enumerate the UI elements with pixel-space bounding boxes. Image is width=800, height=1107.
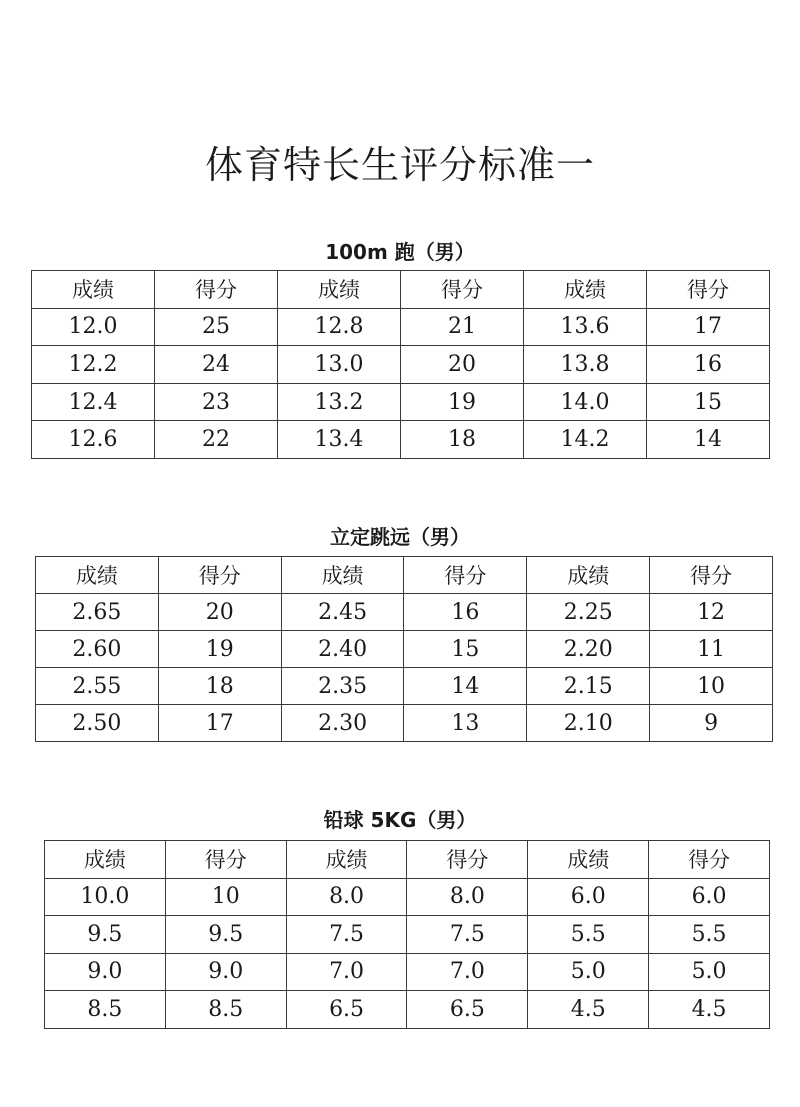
table-row [45,953,770,991]
table-cell: 9 [650,705,773,742]
table-cell: 12 [650,594,773,631]
table-cell: 4.5 [649,991,770,1029]
table-cell: 13.0 [278,346,401,384]
table-row [45,878,770,916]
table-cell: 2.65 [36,594,159,631]
table-cell: 12.8 [278,308,401,346]
table-cell: 14.2 [524,421,647,459]
table-cell: 2.40 [281,631,404,668]
table-cell: 11 [650,631,773,668]
table-cell: 12.4 [32,383,155,421]
table-cell: 21 [401,308,524,346]
table-cell: 2.15 [527,668,650,705]
table-cell: 2.55 [36,668,159,705]
header-cell: 成绩 [524,271,647,309]
table-row [45,916,770,954]
header-cell: 得分 [647,271,770,309]
table-cell: 20 [158,594,281,631]
table-row [36,705,773,742]
table-cell: 13 [404,705,527,742]
table-cell: 8.0 [407,878,528,916]
table-cell: 16 [647,346,770,384]
header-cell: 成绩 [36,557,159,594]
table-cell: 12.6 [32,421,155,459]
table-cell: 10.0 [45,878,166,916]
table-cell: 15 [647,383,770,421]
table-cell: 2.35 [281,668,404,705]
table-cell: 4.5 [528,991,649,1029]
table-cell: 14 [404,668,527,705]
table-cell: 5.0 [528,953,649,991]
table-cell: 10 [650,668,773,705]
table-row [32,346,770,384]
table-cell: 19 [401,383,524,421]
table-header-row [36,557,773,594]
table-cell: 6.0 [528,878,649,916]
header-cell: 得分 [155,271,278,309]
table-cell: 13.2 [278,383,401,421]
table-cell: 25 [155,308,278,346]
table-cell: 14 [647,421,770,459]
table-row [36,594,773,631]
table-row [32,383,770,421]
table-cell: 14.0 [524,383,647,421]
table-cell: 12.2 [32,346,155,384]
table-cell: 6.0 [649,878,770,916]
score-table-shot-put [44,840,770,1029]
header-cell: 得分 [407,841,528,879]
header-cell: 成绩 [527,557,650,594]
table-cell: 2.10 [527,705,650,742]
table-cell: 9.5 [165,916,286,954]
table-row [45,991,770,1029]
header-cell: 成绩 [278,271,401,309]
table-cell: 5.0 [649,953,770,991]
section-title-long-jump: 立定跳远（男） [330,525,470,549]
header-cell: 得分 [649,841,770,879]
table-cell: 22 [155,421,278,459]
header-cell: 得分 [165,841,286,879]
table-cell: 2.20 [527,631,650,668]
table-cell: 9.0 [45,953,166,991]
table-cell: 5.5 [649,916,770,954]
table-cell: 8.0 [286,878,407,916]
table-cell: 16 [404,594,527,631]
table-cell: 2.50 [36,705,159,742]
table-cell: 13.6 [524,308,647,346]
table-cell: 8.5 [165,991,286,1029]
table-cell: 7.0 [407,953,528,991]
table-cell: 18 [401,421,524,459]
table-cell: 6.5 [286,991,407,1029]
header-cell: 成绩 [286,841,407,879]
table-cell: 20 [401,346,524,384]
table-cell: 2.60 [36,631,159,668]
table-cell: 7.5 [286,916,407,954]
section-title-100m: 100m 跑（男） [325,240,475,264]
score-table-100m [31,270,770,459]
table-cell: 13.8 [524,346,647,384]
table-cell: 24 [155,346,278,384]
header-cell: 成绩 [528,841,649,879]
table-cell: 17 [647,308,770,346]
score-table-long-jump [35,556,773,742]
table-cell: 2.45 [281,594,404,631]
header-cell: 得分 [401,271,524,309]
table-row [32,421,770,459]
table-cell: 13.4 [278,421,401,459]
table-row [32,308,770,346]
table-cell: 23 [155,383,278,421]
table-cell: 15 [404,631,527,668]
table-cell: 7.5 [407,916,528,954]
table-cell: 18 [158,668,281,705]
table-cell: 2.30 [281,705,404,742]
table-cell: 9.5 [45,916,166,954]
table-header-row [45,841,770,879]
table-cell: 7.0 [286,953,407,991]
table-cell: 8.5 [45,991,166,1029]
table-header-row [32,271,770,309]
table-cell: 17 [158,705,281,742]
table-row [36,668,773,705]
header-cell: 得分 [650,557,773,594]
table-row [36,631,773,668]
table-cell: 6.5 [407,991,528,1029]
table-cell: 2.25 [527,594,650,631]
header-cell: 得分 [404,557,527,594]
table-cell: 10 [165,878,286,916]
header-cell: 成绩 [281,557,404,594]
header-cell: 成绩 [32,271,155,309]
section-title-shot-put: 铅球 5KG（男） [323,808,477,832]
table-cell: 19 [158,631,281,668]
header-cell: 得分 [158,557,281,594]
table-cell: 9.0 [165,953,286,991]
header-cell: 成绩 [45,841,166,879]
page-title: 体育特长生评分标准一 [204,143,595,187]
table-cell: 12.0 [32,308,155,346]
table-cell: 5.5 [528,916,649,954]
